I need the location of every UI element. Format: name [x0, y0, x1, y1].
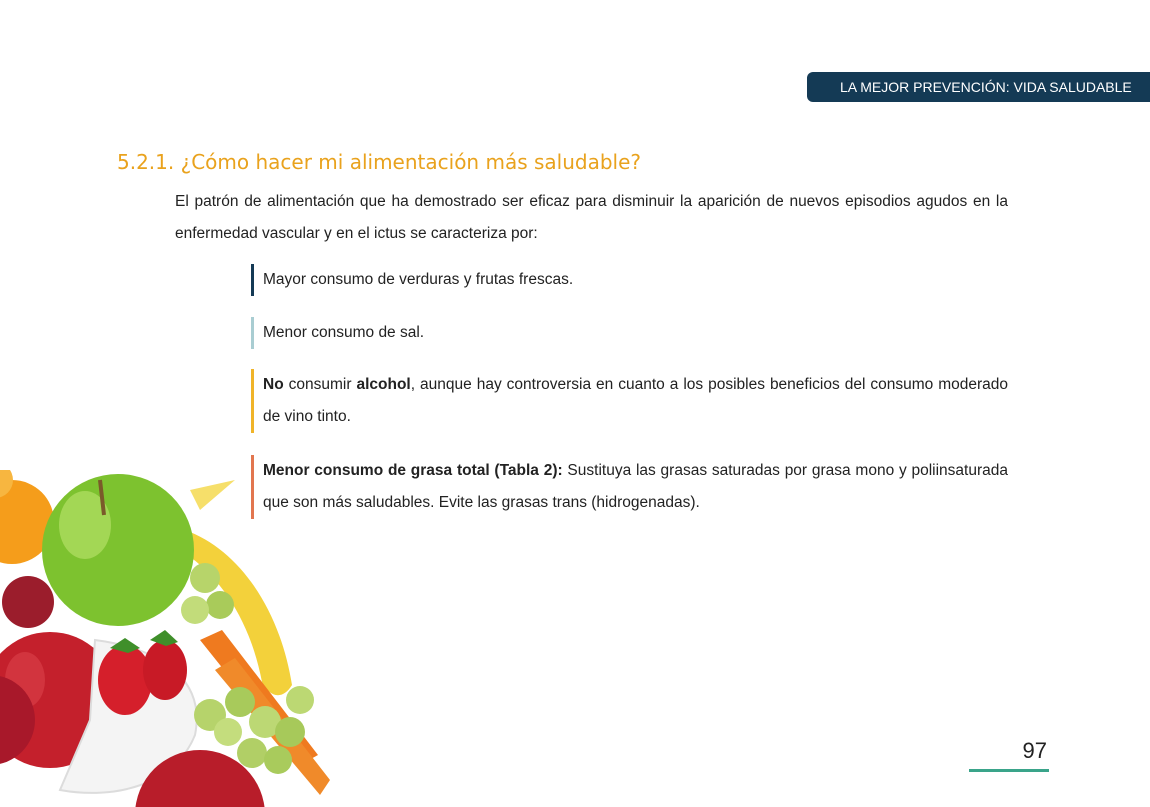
list-item-text: Menor consumo de sal. [263, 324, 425, 341]
list-item-text: Mayor consumo de verduras y frutas frescas. [263, 271, 574, 288]
list-item-text: consumir [283, 376, 357, 393]
list-item [251, 455, 1008, 519]
running-header [807, 72, 1150, 102]
list-item [251, 317, 1008, 349]
running-header-text: LA MEJOR PREVENCIÓN: VIDA SALUDABLE [840, 79, 1132, 95]
fruit-bowl-icon [0, 470, 330, 807]
list-item-bold: Menor consumo de grasa total (Tabla 2): [263, 462, 563, 479]
intro-paragraph: El patrón de alimentación que ha demostrado ser eficaz para disminuir la aparición de nuevos episodios agudos en la enfermedad vascular y en el ictus se caracteriza por: [175, 193, 1008, 242]
list-item-bold: No [263, 376, 284, 393]
list-item-bold: alcohol [356, 376, 411, 393]
list-item-text: Sustituya las grasas saturadas por grasa mono y poliinsaturada que son más saludables. Evite las grasas trans (hidrogenadas). [263, 462, 1008, 511]
section-title: 5.2.1. ¿Cómo hacer mi alimentación más saludable? [117, 150, 642, 174]
list-item-text: , aunque hay controversia en cuanto a los posibles beneficios del consumo moderado de vino tinto. [263, 376, 1008, 425]
list-item [251, 264, 1008, 296]
page-number-underline [969, 769, 1049, 772]
list-item [251, 369, 1008, 433]
page-number: 97 [1022, 738, 1047, 763]
